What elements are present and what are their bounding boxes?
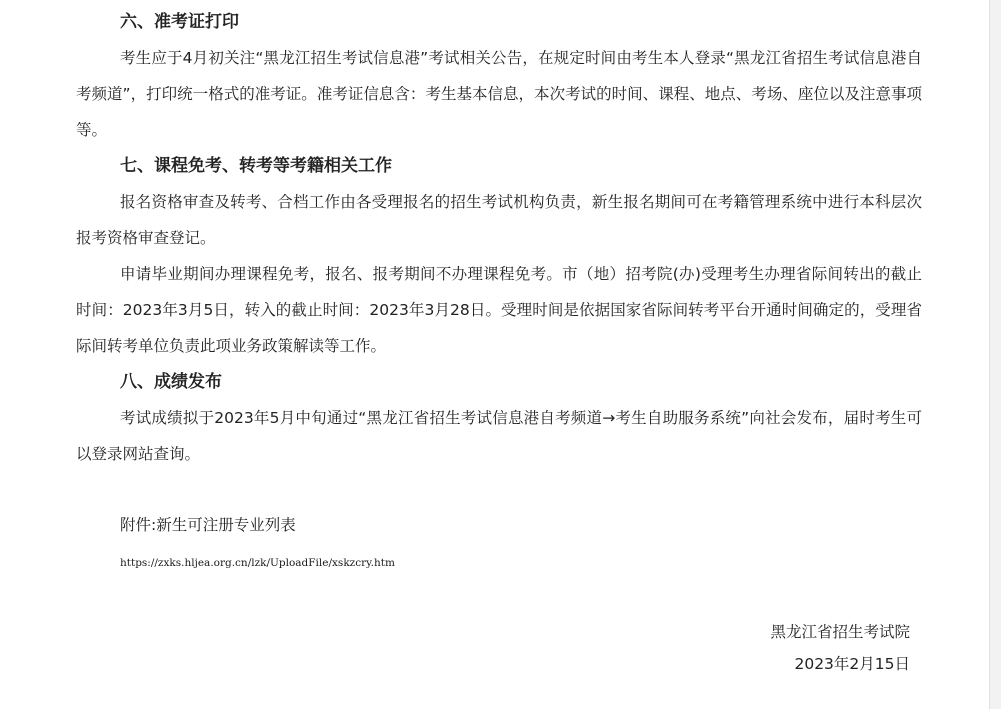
scrollbar-track[interactable] xyxy=(989,0,1001,709)
attachment-label: 附件:新生可注册专业列表 xyxy=(120,516,296,534)
section-heading: 八、成绩发布 xyxy=(120,372,222,392)
section-course-exemption xyxy=(76,148,922,364)
document-body xyxy=(76,4,922,472)
section-score-release xyxy=(76,364,922,472)
section-paragraph: 考试成绩拟于2023年5月中旬通过“黑龙江省招生考试信息港自考频道→考生自助服务系统”向社会发布，届时考生可以登录网站查询。 xyxy=(76,409,922,463)
section-heading: 六、准考证打印 xyxy=(120,12,239,32)
section-paragraph: 考生应于4月初关注“黑龙江招生考试信息港”考试相关公告，在规定时间由考生本人登录“黑龙江省招生考试信息港自考频道”，打印统一格式的准考证。准考证信息含：考生基本信息，本次考试的时间、课程、地点、考场、座位以及注意事项等。 xyxy=(76,49,922,139)
issuer-name: 黑龙江省招生考试院 xyxy=(770,623,910,641)
issue-date: 2023年2月15日 xyxy=(794,655,910,673)
section-admission-ticket xyxy=(76,4,922,148)
attachment-link[interactable]: https://zxks.hljea.org.cn/lzk/UploadFile/xskzcry.htm xyxy=(120,557,395,569)
section-heading: 七、课程免考、转考等考籍相关工作 xyxy=(120,156,392,176)
section-paragraph: 报名资格审查及转考、合档工作由各受理报名的招生考试机构负责，新生报名期间可在考籍管理系统中进行本科层次报考资格审查登记。 xyxy=(76,193,922,247)
section-paragraph: 申请毕业期间办理课程免考，报名、报考期间不办理课程免考。市（地）招考院(办)受理考生办理省际间转出的截止时间：2023年3月5日，转入的截止时间：2023年3月28日。受理时间是依据国家省际间转考平台开通时间确定的，受理省际间转考单位负责此项业务政策解读等工作。 xyxy=(76,265,922,355)
